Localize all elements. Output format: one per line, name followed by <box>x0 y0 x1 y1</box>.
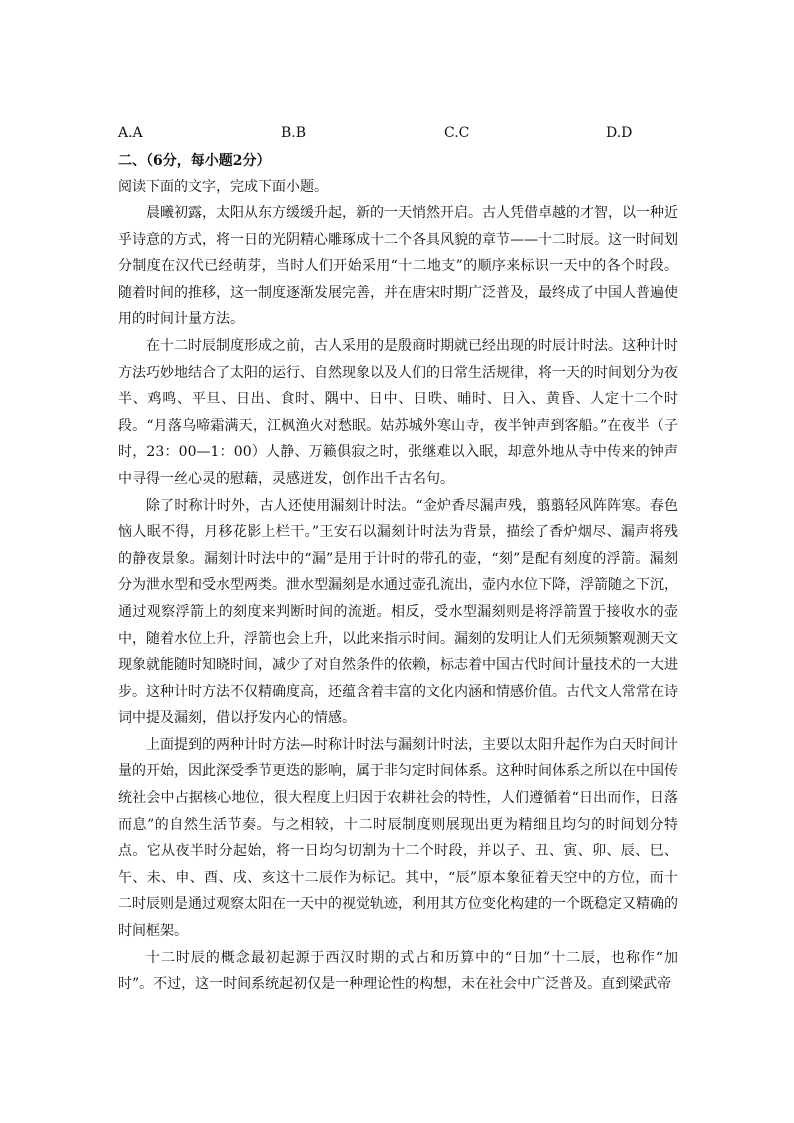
option-c: C.C <box>444 125 470 141</box>
paragraph-2: 在十二时辰制度形成之前，古人采用的是殷商时期就已经出现的时辰计时法。这种计时方法巧妙地结合了太阳的运行、自然现象以及人们的日常生活规律，将一天的时间划分为夜半、鸡鸣、平旦、日出、食时、隅中、日中、日昳、晡时、日入、黄昏、人定十二个时段。“月落乌啼霜满天，江枫渔火对愁眠。姑苏城外寒山寺，夜半钟声到客船。”在夜半（子时，23：00—1：00）人静、万籁俱寂之时，张继难以入眠，却意外地从寺中传来的钟声中寻得一丝心灵的慰藉，灵感迸发，创作出千古名句。 <box>118 337 678 487</box>
paragraph-4: 上面提到的两种计时方法—时称计时法与漏刻计时法，主要以太阳升起作为白天时间计量的开始，因此深受季节更迭的影响，属于非匀定时间体系。这种时间体系之所以在中国传统社会中占据核心地位，很大程度上归因于农耕社会的特性，人们遵循着“日出而作，日落而息”的自然生活节奏。与之相较，十二时辰制度则展现出更为精细且均匀的时间划分特点。它从夜半时分起始，将一日均匀切割为十二个时段，并以子、丑、寅、卯、辰、巳、午、未、申、酉、戌、亥这十二辰作为标记。其中，“辰”原本象征着天空中的方位，而十二时辰则是通过观察太阳在一天中的视觉轨迹，利用其方位变化构建的一个既稳定又精确的时间框架。 <box>118 736 678 940</box>
option-d: D.D <box>606 125 633 141</box>
document-page <box>118 121 678 998</box>
section-title: 二、（6分，每小题2分） <box>118 153 271 169</box>
answer-options <box>118 121 678 145</box>
paragraph-1: 晨曦初露，太阳从东方缓缓升起，新的一天悄然开启。古人凭借卓越的才智，以一种近乎诗意的方式，将一日的光阴精心雕琢成十二个各具风貌的章节——十二时辰。这一时间划分制度在汉代已经萌芽，当时人们开始采用“十二地支”的顺序来标识一天中的各个时段。随着时间的推移，这一制度逐渐发展完善，并在唐宋时期广泛普及，最终成了中国人普遍使用的时间计量方法。 <box>118 205 678 328</box>
paragraph-5: 十二时辰的概念最初起源于西汉时期的式占和历算中的“日加”十二辰，也称作“加时”。不过，这一时间系统起初仅是一种理论性的构想，未在社会中广泛普及。直到梁武帝 <box>118 949 678 993</box>
reading-instruction: 阅读下面的文字，完成下面小题。 <box>118 179 328 195</box>
option-a: A.A <box>118 125 143 141</box>
paragraph-3: 除了时称计时外，古人还使用漏刻计时法。“金炉香尽漏声残，翦翦轻风阵阵寒。春色恼人眠不得，月移花影上栏干。”王安石以漏刻计时法为背景，描绘了香炉烟尽、漏声将残的静夜景象。漏刻计时法中的“漏”是用于计时的带孔的壶，“刻”是配有刻度的浮箭。漏刻分为泄水型和受水型两类。泄水型漏刻是水通过壶孔流出，壶内水位下降，浮箭随之下沉，通过观察浮箭上的刻度来判断时间的流逝。相反，受水型漏刻则是将浮箭置于接收水的壶中，随着水位上升，浮箭也会上升，以此来指示时间。漏刻的发明让人们无须频繁观测天文现象就能随时知晓时间，减少了对自然条件的依赖，标志着中国古代时间计量技术的一大进步。这种计时方法不仅精确度高，还蕴含着丰富的文化内涵和情感价值。古代文人常常在诗词中提及漏刻，借以抒发内心的情感。 <box>118 497 678 727</box>
option-b: B.B <box>281 125 307 141</box>
